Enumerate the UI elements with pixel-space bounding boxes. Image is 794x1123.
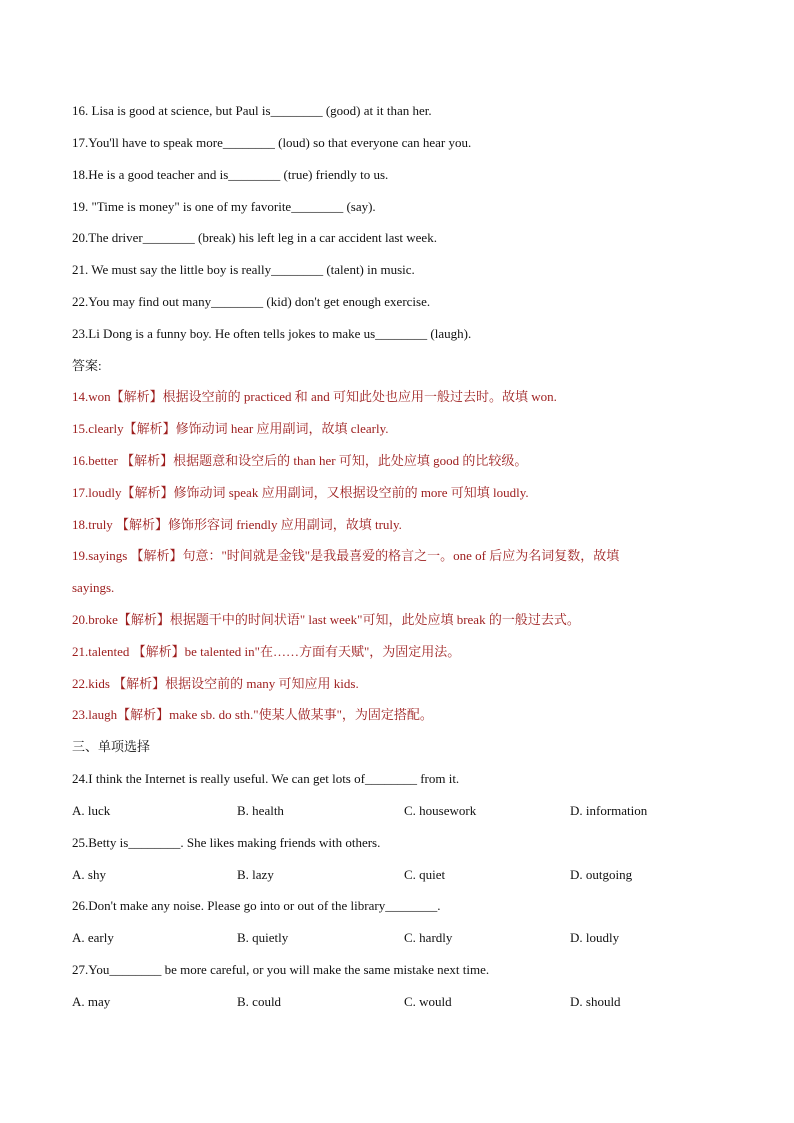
option-d: D. outgoing — [570, 867, 633, 882]
question-23: 23.Li Dong is a funny boy. He often tells jokes to make us________ (laugh). — [72, 326, 472, 341]
answer-15: 15.clearly【解析】修饰动词 hear 应用副词，故填 clearly. — [72, 421, 389, 436]
option-b: B. quietly — [237, 930, 289, 945]
option-d: D. information — [570, 803, 648, 818]
options-27 — [72, 994, 732, 1010]
answer-20: 20.broke【解析】根据题干中的时间状语" last week"可知，此处应填 break 的一般过去式。 — [72, 612, 580, 627]
option-c: C. quiet — [404, 867, 446, 882]
question-25: 25.Betty is________. She likes making friends with others. — [72, 835, 381, 850]
answer-14: 14.won【解析】根据设空前的 practiced 和 and 可知此处也应用一般过去时。故填 won. — [72, 389, 557, 404]
question-17: 17.You'll have to speak more________ (loud) so that everyone can hear you. — [72, 135, 472, 150]
question-19: 19. "Time is money" is one of my favorite________ (say). — [72, 199, 376, 214]
option-c: C. housework — [404, 803, 477, 818]
question-26: 26.Don't make any noise. Please go into or out of the library________. — [72, 898, 441, 913]
options-25 — [72, 867, 732, 883]
question-24: 24.I think the Internet is really useful. We can get lots of________ from it. — [72, 771, 460, 786]
option-a: A. early — [72, 930, 114, 945]
answer-17: 17.loudly【解析】修饰动词 speak 应用副词，又根据设空前的 more 可知填 loudly. — [72, 485, 529, 500]
answer-22: 22.kids 【解析】根据设空前的 many 可知应用 kids. — [72, 676, 359, 691]
answer-19: 19.sayings 【解析】句意："时间就是金钱"是我最喜爱的格言之一。one of 后应为名词复数，故填 — [72, 548, 620, 563]
option-a: A. luck — [72, 803, 111, 818]
answer-23: 23.laugh【解析】make sb. do sth."使某人做某事"，为固定搭配。 — [72, 707, 433, 722]
question-20: 20.The driver________ (break) his left leg in a car accident last week. — [72, 230, 437, 245]
option-a: A. may — [72, 994, 111, 1009]
option-d: D. should — [570, 994, 621, 1009]
option-a: A. shy — [72, 867, 106, 882]
question-18: 18.He is a good teacher and is________ (true) friendly to us. — [72, 167, 389, 182]
question-22: 22.You may find out many________ (kid) don't get enough exercise. — [72, 294, 431, 309]
answers-label: 答案: — [72, 358, 102, 373]
option-b: B. health — [237, 803, 284, 818]
answer-21: 21.talented 【解析】be talented in"在……方面有天赋"，为固定用法。 — [72, 644, 461, 659]
options-24 — [72, 803, 732, 819]
option-b: B. lazy — [237, 867, 274, 882]
answer-19-continued: sayings. — [72, 580, 115, 595]
option-d: D. loudly — [570, 930, 620, 945]
answer-18: 18.truly 【解析】修饰形容词 friendly 应用副词，故填 truly. — [72, 517, 402, 532]
question-27: 27.You________ be more careful, or you will make the same mistake next time. — [72, 962, 490, 977]
question-16: 16. Lisa is good at science, but Paul is________ (good) at it than her. — [72, 103, 432, 118]
option-b: B. could — [237, 994, 282, 1009]
answer-16: 16.better 【解析】根据题意和设空后的 than her 可知，此处应填 good 的比较级。 — [72, 453, 528, 468]
section-title: 三、单项选择 — [72, 739, 151, 754]
options-26 — [72, 930, 732, 946]
option-c: C. hardly — [404, 930, 453, 945]
question-21: 21. We must say the little boy is really________ (talent) in music. — [72, 262, 415, 277]
option-c: C. would — [404, 994, 452, 1009]
